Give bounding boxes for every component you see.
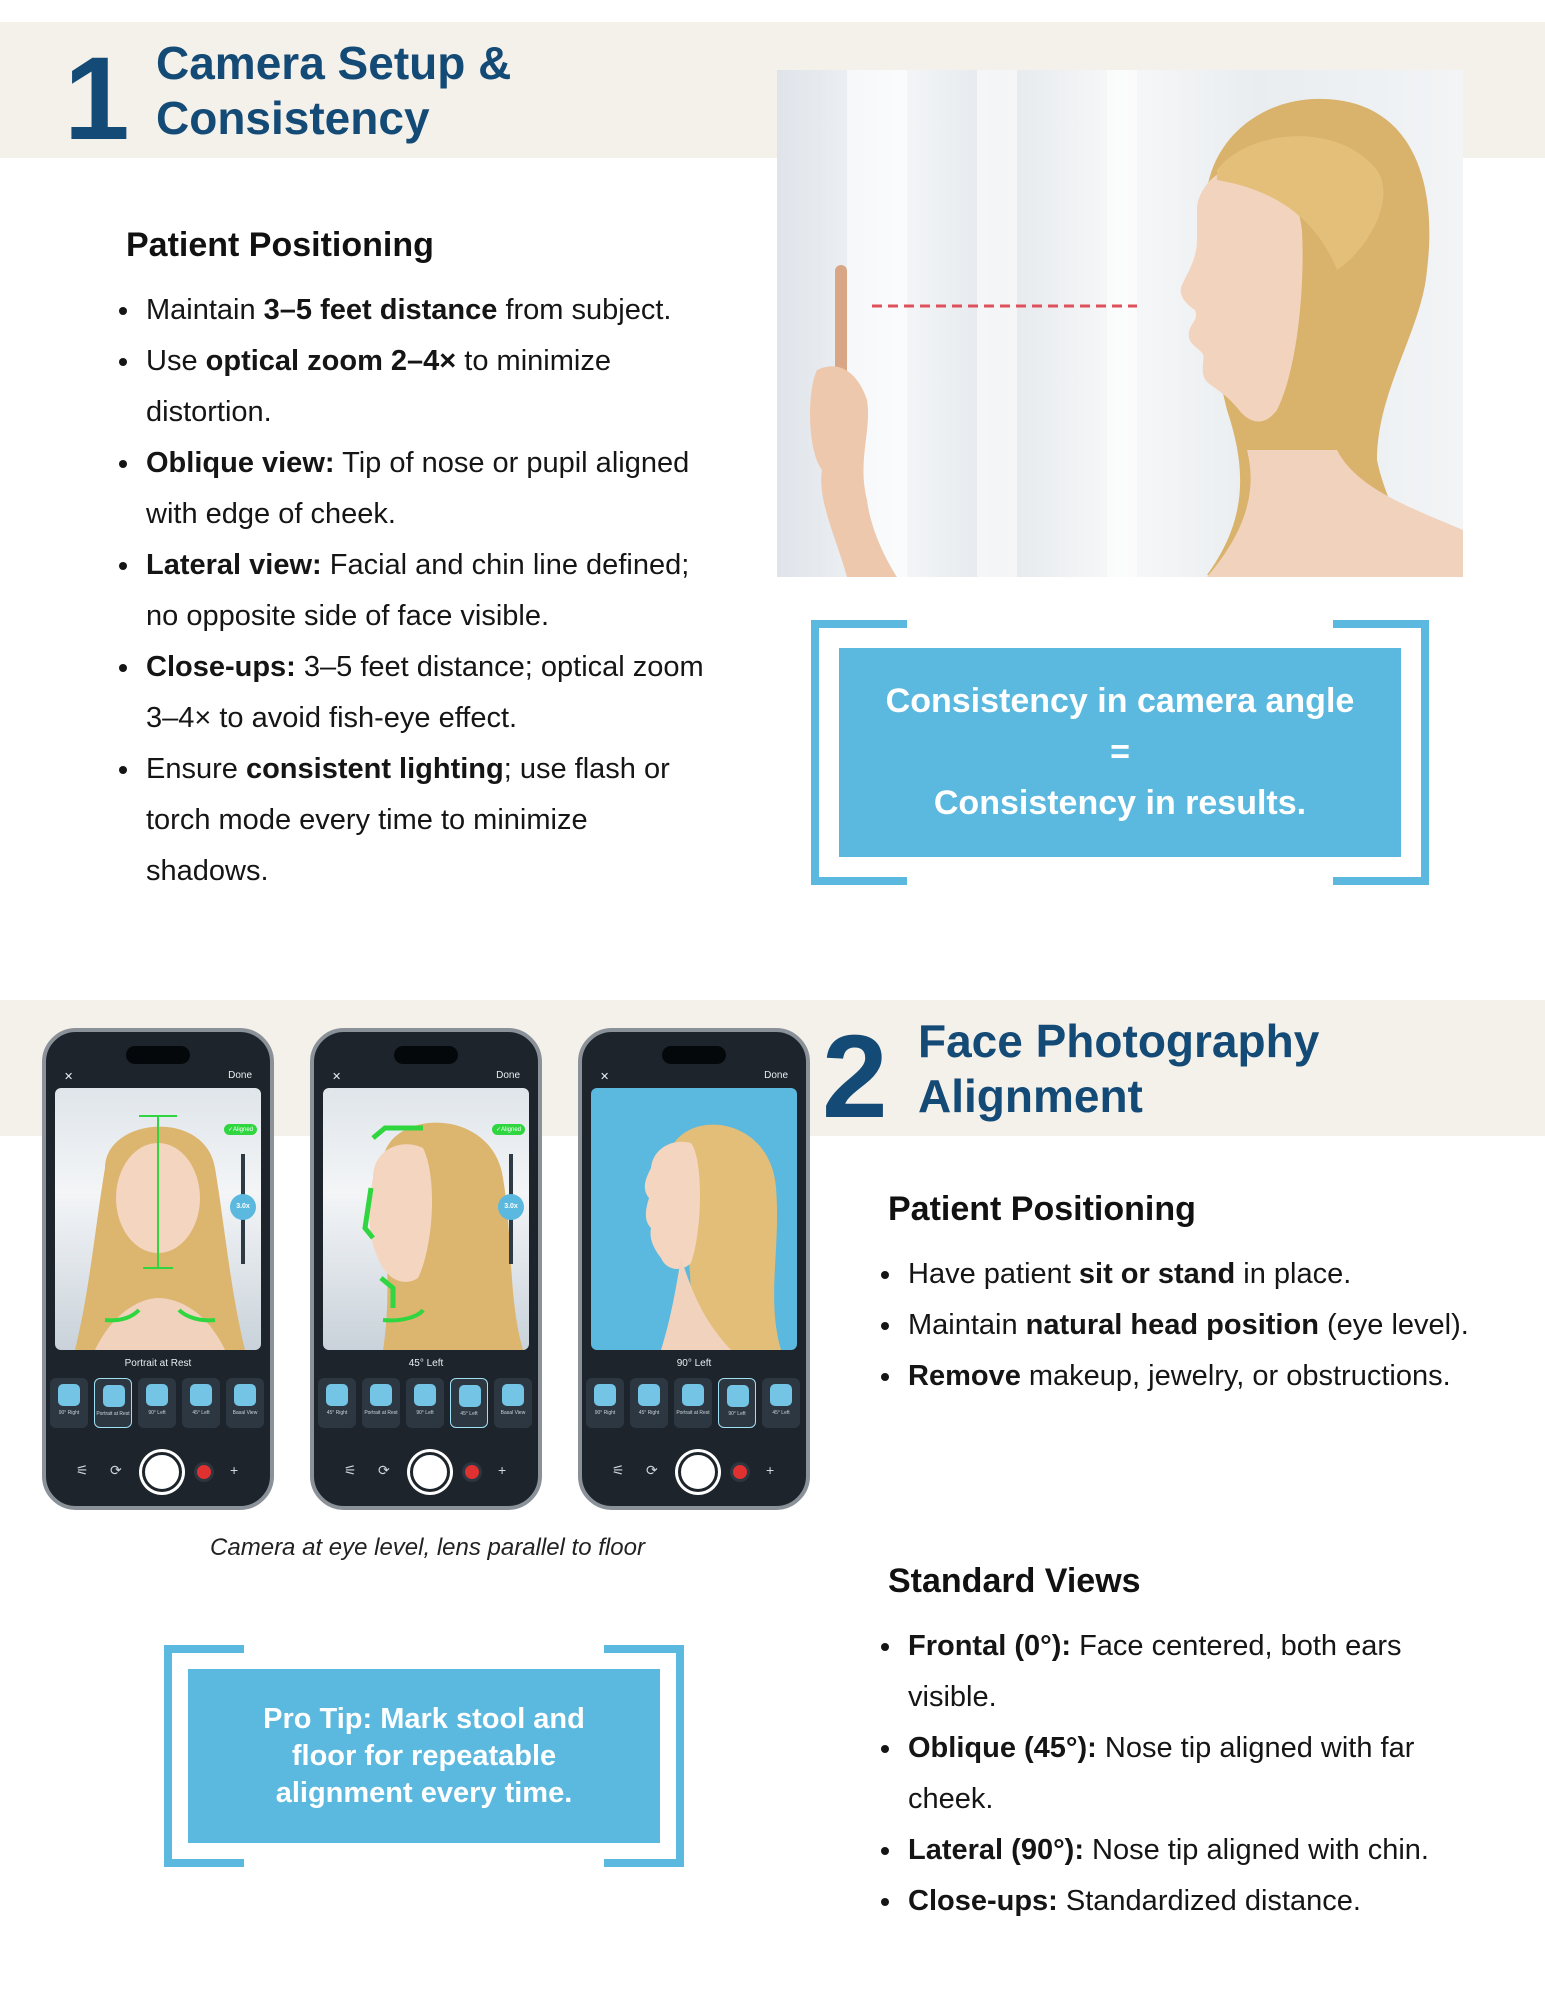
- pro-tip-box: [188, 1669, 660, 1843]
- head-icon: [58, 1384, 80, 1406]
- done-button[interactable]: Done: [496, 1070, 520, 1081]
- aligned-badge: ✓Aligned: [492, 1124, 525, 1135]
- section1-title-line2: Consistency: [156, 92, 430, 144]
- section1-title: [156, 36, 511, 146]
- phone-topbar: [60, 1070, 256, 1086]
- bullet-emphasis: Oblique (45°):: [908, 1732, 1097, 1764]
- view-thumbnail[interactable]: [630, 1378, 668, 1428]
- bullet-item: [116, 336, 716, 438]
- consistency-callout: [811, 620, 1429, 885]
- tip-line2: floor for repeatable: [291, 1739, 557, 1772]
- close-icon[interactable]: ✕: [332, 1071, 342, 1083]
- head-icon: [459, 1385, 481, 1407]
- bullet-text: 3–5 feet distance; optical zoom 3–4× to avoid fish-eye effect.: [146, 651, 704, 734]
- callout-line2: =: [1110, 733, 1130, 771]
- bullet-text: Maintain: [146, 294, 264, 326]
- camera-preview: [323, 1088, 529, 1350]
- head-icon: [770, 1384, 792, 1406]
- section1-title-line1: Camera Setup &: [156, 37, 512, 89]
- camera-notch: [662, 1046, 726, 1064]
- section2-title-line1: Face Photography: [918, 1015, 1320, 1067]
- tip-line1: Pro Tip: Mark stool and: [263, 1702, 585, 1735]
- section2-views-list: [878, 1621, 1498, 1927]
- phone-mockup: [310, 1028, 542, 1510]
- bullet-text: Use: [146, 345, 206, 377]
- record-button[interactable]: [730, 1462, 750, 1482]
- view-thumbnail[interactable]: [450, 1378, 488, 1428]
- view-thumbnail[interactable]: [674, 1378, 712, 1428]
- bullet-item: [878, 1825, 1498, 1876]
- bullet-item: [116, 744, 716, 897]
- bullet-text: Facial and chin line defined; no opposite side of face visible.: [146, 549, 690, 632]
- done-button[interactable]: Done: [228, 1070, 252, 1081]
- callout-line3: Consistency in results.: [933, 784, 1307, 822]
- head-icon: [190, 1384, 212, 1406]
- done-button[interactable]: Done: [764, 1070, 788, 1081]
- head-icon: [103, 1385, 125, 1407]
- bullet-text: ; use flash or torch mode every time to minimize shadows.: [146, 753, 670, 887]
- bullet-text: to minimize distortion.: [146, 345, 611, 428]
- view-thumbnail[interactable]: [362, 1378, 400, 1428]
- head-icon: [594, 1384, 616, 1406]
- view-thumbnail[interactable]: [94, 1378, 132, 1428]
- phone-topbar: [328, 1070, 524, 1086]
- bullet-emphasis: optical zoom 2–4×: [205, 345, 457, 377]
- view-thumbnail-label: 90° Left: [416, 1410, 434, 1416]
- add-icon[interactable]: +: [230, 1462, 239, 1478]
- close-icon[interactable]: ✕: [600, 1071, 610, 1083]
- add-icon[interactable]: +: [498, 1462, 507, 1478]
- view-thumbnail[interactable]: [182, 1378, 220, 1428]
- head-icon: [682, 1384, 704, 1406]
- view-thumbnail-label: 45° Left: [192, 1410, 210, 1416]
- phone-mockup: [578, 1028, 810, 1510]
- head-icon: [370, 1384, 392, 1406]
- view-thumbnail-label: Basal View: [500, 1410, 526, 1416]
- head-icon: [326, 1384, 348, 1406]
- tip-line3: alignment every time.: [275, 1776, 573, 1809]
- flip-camera-icon[interactable]: ⟳: [646, 1462, 658, 1478]
- shutter-button[interactable]: [678, 1452, 718, 1492]
- bullet-item: [878, 1249, 1478, 1300]
- bullet-item: [116, 285, 716, 336]
- view-thumbnail-label: Portrait at Rest: [676, 1410, 710, 1416]
- zoom-slider[interactable]: [236, 1154, 250, 1264]
- bullet-text: in place.: [1235, 1258, 1352, 1290]
- view-thumbnail-strip: [318, 1378, 534, 1430]
- camera-controls: [314, 1452, 538, 1492]
- head-icon: [414, 1384, 436, 1406]
- record-button[interactable]: [194, 1462, 214, 1482]
- head-icon: [502, 1384, 524, 1406]
- bullet-text: Ensure: [146, 753, 246, 785]
- settings-sliders-icon[interactable]: ⚟: [344, 1462, 357, 1478]
- bullet-text: (eye level).: [1318, 1309, 1469, 1341]
- bullet-emphasis: Close-ups:: [908, 1885, 1058, 1917]
- flip-camera-icon[interactable]: ⟳: [378, 1462, 390, 1478]
- bullet-emphasis: Close-ups:: [146, 651, 296, 683]
- bullet-emphasis: Oblique view:: [146, 447, 335, 479]
- zoom-knob[interactable]: 3.0x: [498, 1194, 524, 1220]
- aligned-badge: ✓Aligned: [224, 1124, 257, 1135]
- bullet-item: [116, 642, 716, 744]
- view-thumbnail[interactable]: [718, 1378, 756, 1428]
- pro-tip-callout: [164, 1645, 684, 1867]
- view-thumbnail-strip: [50, 1378, 266, 1430]
- view-thumbnail-label: 45° Left: [772, 1410, 790, 1416]
- view-thumbnail[interactable]: [226, 1378, 264, 1428]
- bullet-text: Face centered, both ears visible.: [908, 1630, 1402, 1713]
- section1-subhead: Patient Positioning: [126, 226, 434, 264]
- view-thumbnail-strip: [586, 1378, 802, 1430]
- view-thumbnail-label: 45° Left: [460, 1411, 478, 1417]
- bullet-emphasis: Frontal (0°):: [908, 1630, 1072, 1662]
- view-thumbnail-label: 90° Right: [594, 1410, 616, 1416]
- bullet-item: [116, 438, 716, 540]
- bullet-emphasis: consistent lighting: [245, 753, 504, 785]
- phones-caption: Camera at eye level, lens parallel to floor: [210, 1534, 645, 1561]
- head-icon: [727, 1385, 749, 1407]
- bullet-item: [878, 1300, 1478, 1351]
- camera-notch: [126, 1046, 190, 1064]
- flip-camera-icon[interactable]: ⟳: [110, 1462, 122, 1478]
- add-icon[interactable]: +: [766, 1462, 775, 1478]
- bullet-item: [878, 1351, 1478, 1402]
- bullet-text: from subject.: [497, 294, 672, 326]
- settings-sliders-icon[interactable]: ⚟: [612, 1462, 625, 1478]
- camera-positioning-photo: [777, 70, 1463, 577]
- zoom-knob[interactable]: 3.0x: [230, 1194, 256, 1220]
- bullet-text: Nose tip aligned with chin.: [1083, 1834, 1429, 1866]
- callout-line1: Consistency in camera angle: [885, 682, 1355, 720]
- view-thumbnail-label: Basal View: [232, 1410, 258, 1416]
- bullet-text: Maintain: [908, 1309, 1026, 1341]
- head-icon: [234, 1384, 256, 1406]
- bullet-text: Standardized distance.: [1057, 1885, 1361, 1917]
- bullet-text: Tip of nose or pupil aligned with edge of cheek.: [146, 447, 690, 530]
- view-mode-label: 90° Left: [676, 1358, 712, 1369]
- view-thumbnail-label: 90° Right: [58, 1410, 80, 1416]
- section1-number: 1: [64, 33, 130, 165]
- section2-title-line2: Alignment: [918, 1070, 1143, 1122]
- view-thumbnail[interactable]: [138, 1378, 176, 1428]
- section2-number: 2: [822, 1011, 888, 1143]
- zoom-slider[interactable]: [504, 1154, 518, 1264]
- bullet-item: [878, 1723, 1498, 1825]
- consistency-callout-box: [839, 648, 1401, 857]
- view-thumbnail[interactable]: [50, 1378, 88, 1428]
- view-thumbnail[interactable]: [406, 1378, 444, 1428]
- head-icon: [638, 1384, 660, 1406]
- view-thumbnail[interactable]: [762, 1378, 800, 1428]
- view-thumbnail[interactable]: [318, 1378, 356, 1428]
- bullet-item: [878, 1876, 1498, 1927]
- head-icon: [146, 1384, 168, 1406]
- bullet-emphasis: natural head position: [1025, 1309, 1319, 1341]
- bullet-emphasis: 3–5 feet distance: [263, 294, 498, 326]
- bullet-emphasis: Remove: [908, 1360, 1021, 1392]
- section2-subhead-views: Standard Views: [888, 1562, 1141, 1600]
- shutter-button[interactable]: [410, 1452, 450, 1492]
- view-thumbnail-label: Portrait at Rest: [96, 1411, 130, 1417]
- section2-subhead-positioning: Patient Positioning: [888, 1190, 1196, 1228]
- bullet-text: makeup, jewelry, or obstructions.: [1020, 1360, 1451, 1392]
- record-button[interactable]: [462, 1462, 482, 1482]
- camera-preview: [55, 1088, 261, 1350]
- view-mode-label: 45° Left: [408, 1358, 444, 1369]
- bullet-emphasis: Lateral (90°):: [908, 1834, 1084, 1866]
- bullet-text: Nose tip aligned with far cheek.: [908, 1732, 1415, 1815]
- phone-topbar: [596, 1070, 792, 1086]
- camera-preview: [591, 1088, 797, 1350]
- view-thumbnail[interactable]: [586, 1378, 624, 1428]
- view-thumbnail-label: Portrait at Rest: [364, 1410, 398, 1416]
- bullet-emphasis: Lateral view:: [146, 549, 322, 581]
- view-thumbnail-label: 90° Left: [148, 1410, 166, 1416]
- bullet-item: [878, 1621, 1498, 1723]
- view-thumbnail[interactable]: [494, 1378, 532, 1428]
- camera-controls: [582, 1452, 806, 1492]
- bullet-text: Have patient: [908, 1258, 1079, 1290]
- camera-notch: [394, 1046, 458, 1064]
- view-thumbnail-label: 90° Left: [728, 1411, 746, 1417]
- woman-with-phone-illustration: [777, 70, 1463, 577]
- bullet-item: [116, 540, 716, 642]
- phone-mockup: [42, 1028, 274, 1510]
- section2-positioning-list: [878, 1249, 1478, 1402]
- bullet-emphasis: sit or stand: [1078, 1258, 1236, 1290]
- camera-controls: [46, 1452, 270, 1492]
- close-icon[interactable]: ✕: [64, 1071, 74, 1083]
- view-mode-label: Portrait at Rest: [124, 1358, 192, 1369]
- shutter-button[interactable]: [142, 1452, 182, 1492]
- section1-bullet-list: [116, 285, 716, 897]
- settings-sliders-icon[interactable]: ⚟: [76, 1462, 89, 1478]
- view-thumbnail-label: 45° Right: [638, 1410, 660, 1416]
- section2-title: [918, 1014, 1319, 1124]
- view-thumbnail-label: 45° Right: [326, 1410, 348, 1416]
